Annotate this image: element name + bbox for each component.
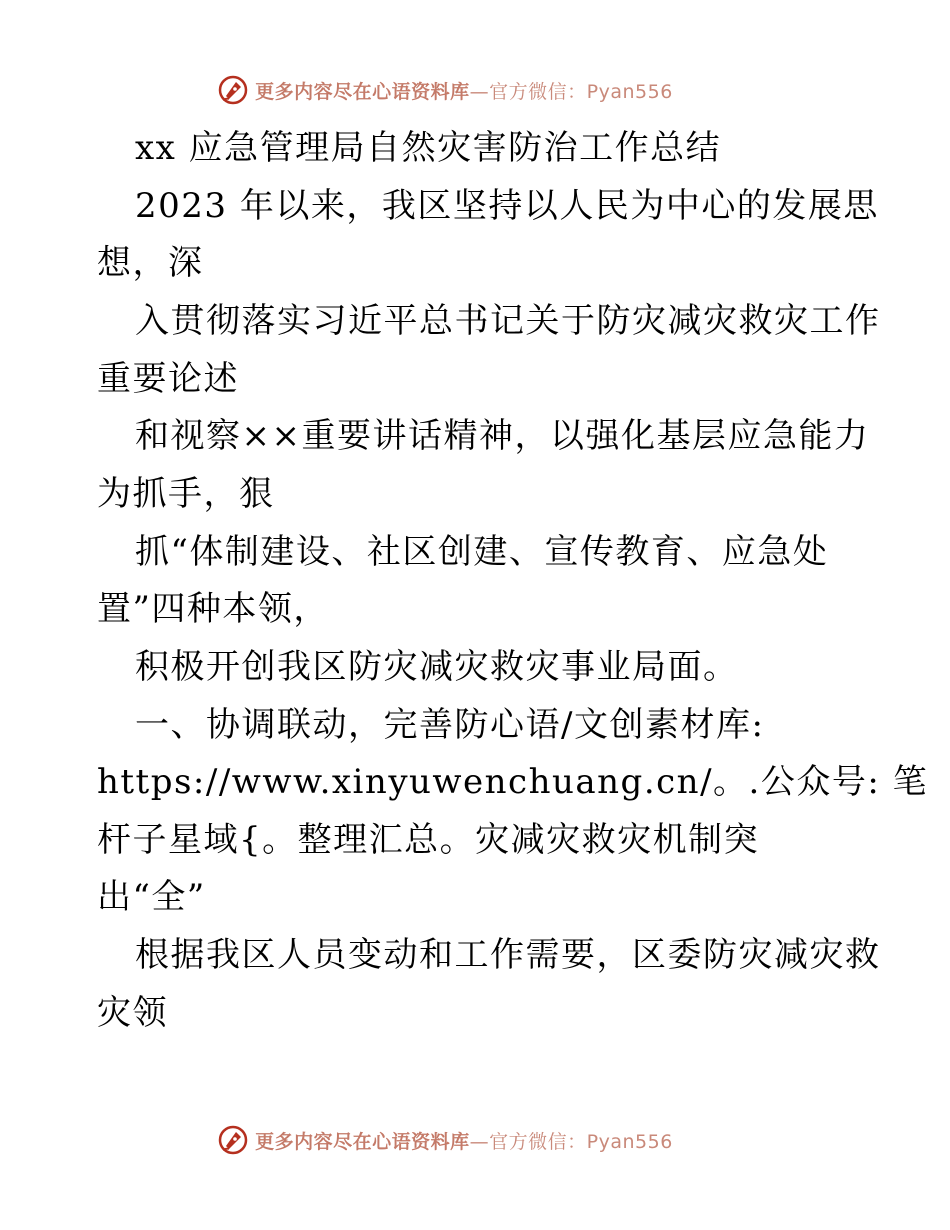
watermark-text [255,1127,673,1154]
watermark-dash: — [469,1130,490,1153]
paragraph-line: 根据我区人员变动和工作需要，区委防灾减灾救 [135,935,881,975]
header-watermark [0,70,950,110]
watermark-text [255,77,673,104]
paragraph-line: 想，深 [97,243,204,283]
watermark-suffix: 官方微信：Pyan556 [489,80,673,103]
paragraph-line: 置”四种本领， [97,589,329,629]
footer-watermark [0,1120,950,1160]
pen-nib-logo-icon [217,1124,249,1156]
watermark-main: 更多内容尽在心语资料库 [255,80,470,103]
watermark-main: 更多内容尽在心语资料库 [255,1130,470,1153]
paragraph-line: 2023 年以来，我区坚持以人民为中心的发展思 [135,186,879,226]
watermark-suffix: 官方微信：Pyan556 [489,1130,673,1153]
paragraph-line: 和视察××重要讲话精神，以强化基层应急能力 [135,416,870,456]
paragraph-line: 灾领 [97,993,168,1033]
paragraph-line: 杆子星域{。整理汇总。灾减灾救灾机制突 [97,820,760,860]
section-heading: 一、协调联动，完善防心语/文创素材库: [135,705,765,745]
paragraph-line: https://www.xinyuwenchuang.cn/。.公众号: 笔 [97,762,929,802]
paragraph-line: 出“全” [97,877,206,917]
paragraph-line: 积极开创我区防灾减灾救灾事业局面。 [135,647,739,687]
paragraph-line: 为抓手，狠 [97,474,275,514]
watermark-dash: — [469,80,490,103]
paragraph-line: 抓“体制建设、社区创建、宣传教育、应急处 [135,532,829,572]
paragraph-line: 入贯彻落实习近平总书记关于防灾减灾救灾工作 [135,301,881,341]
pen-nib-logo-icon [217,74,249,106]
paragraph-line: 重要论述 [97,359,239,399]
document-title: xx 应急管理局自然灾害防治工作总结 [135,128,722,168]
